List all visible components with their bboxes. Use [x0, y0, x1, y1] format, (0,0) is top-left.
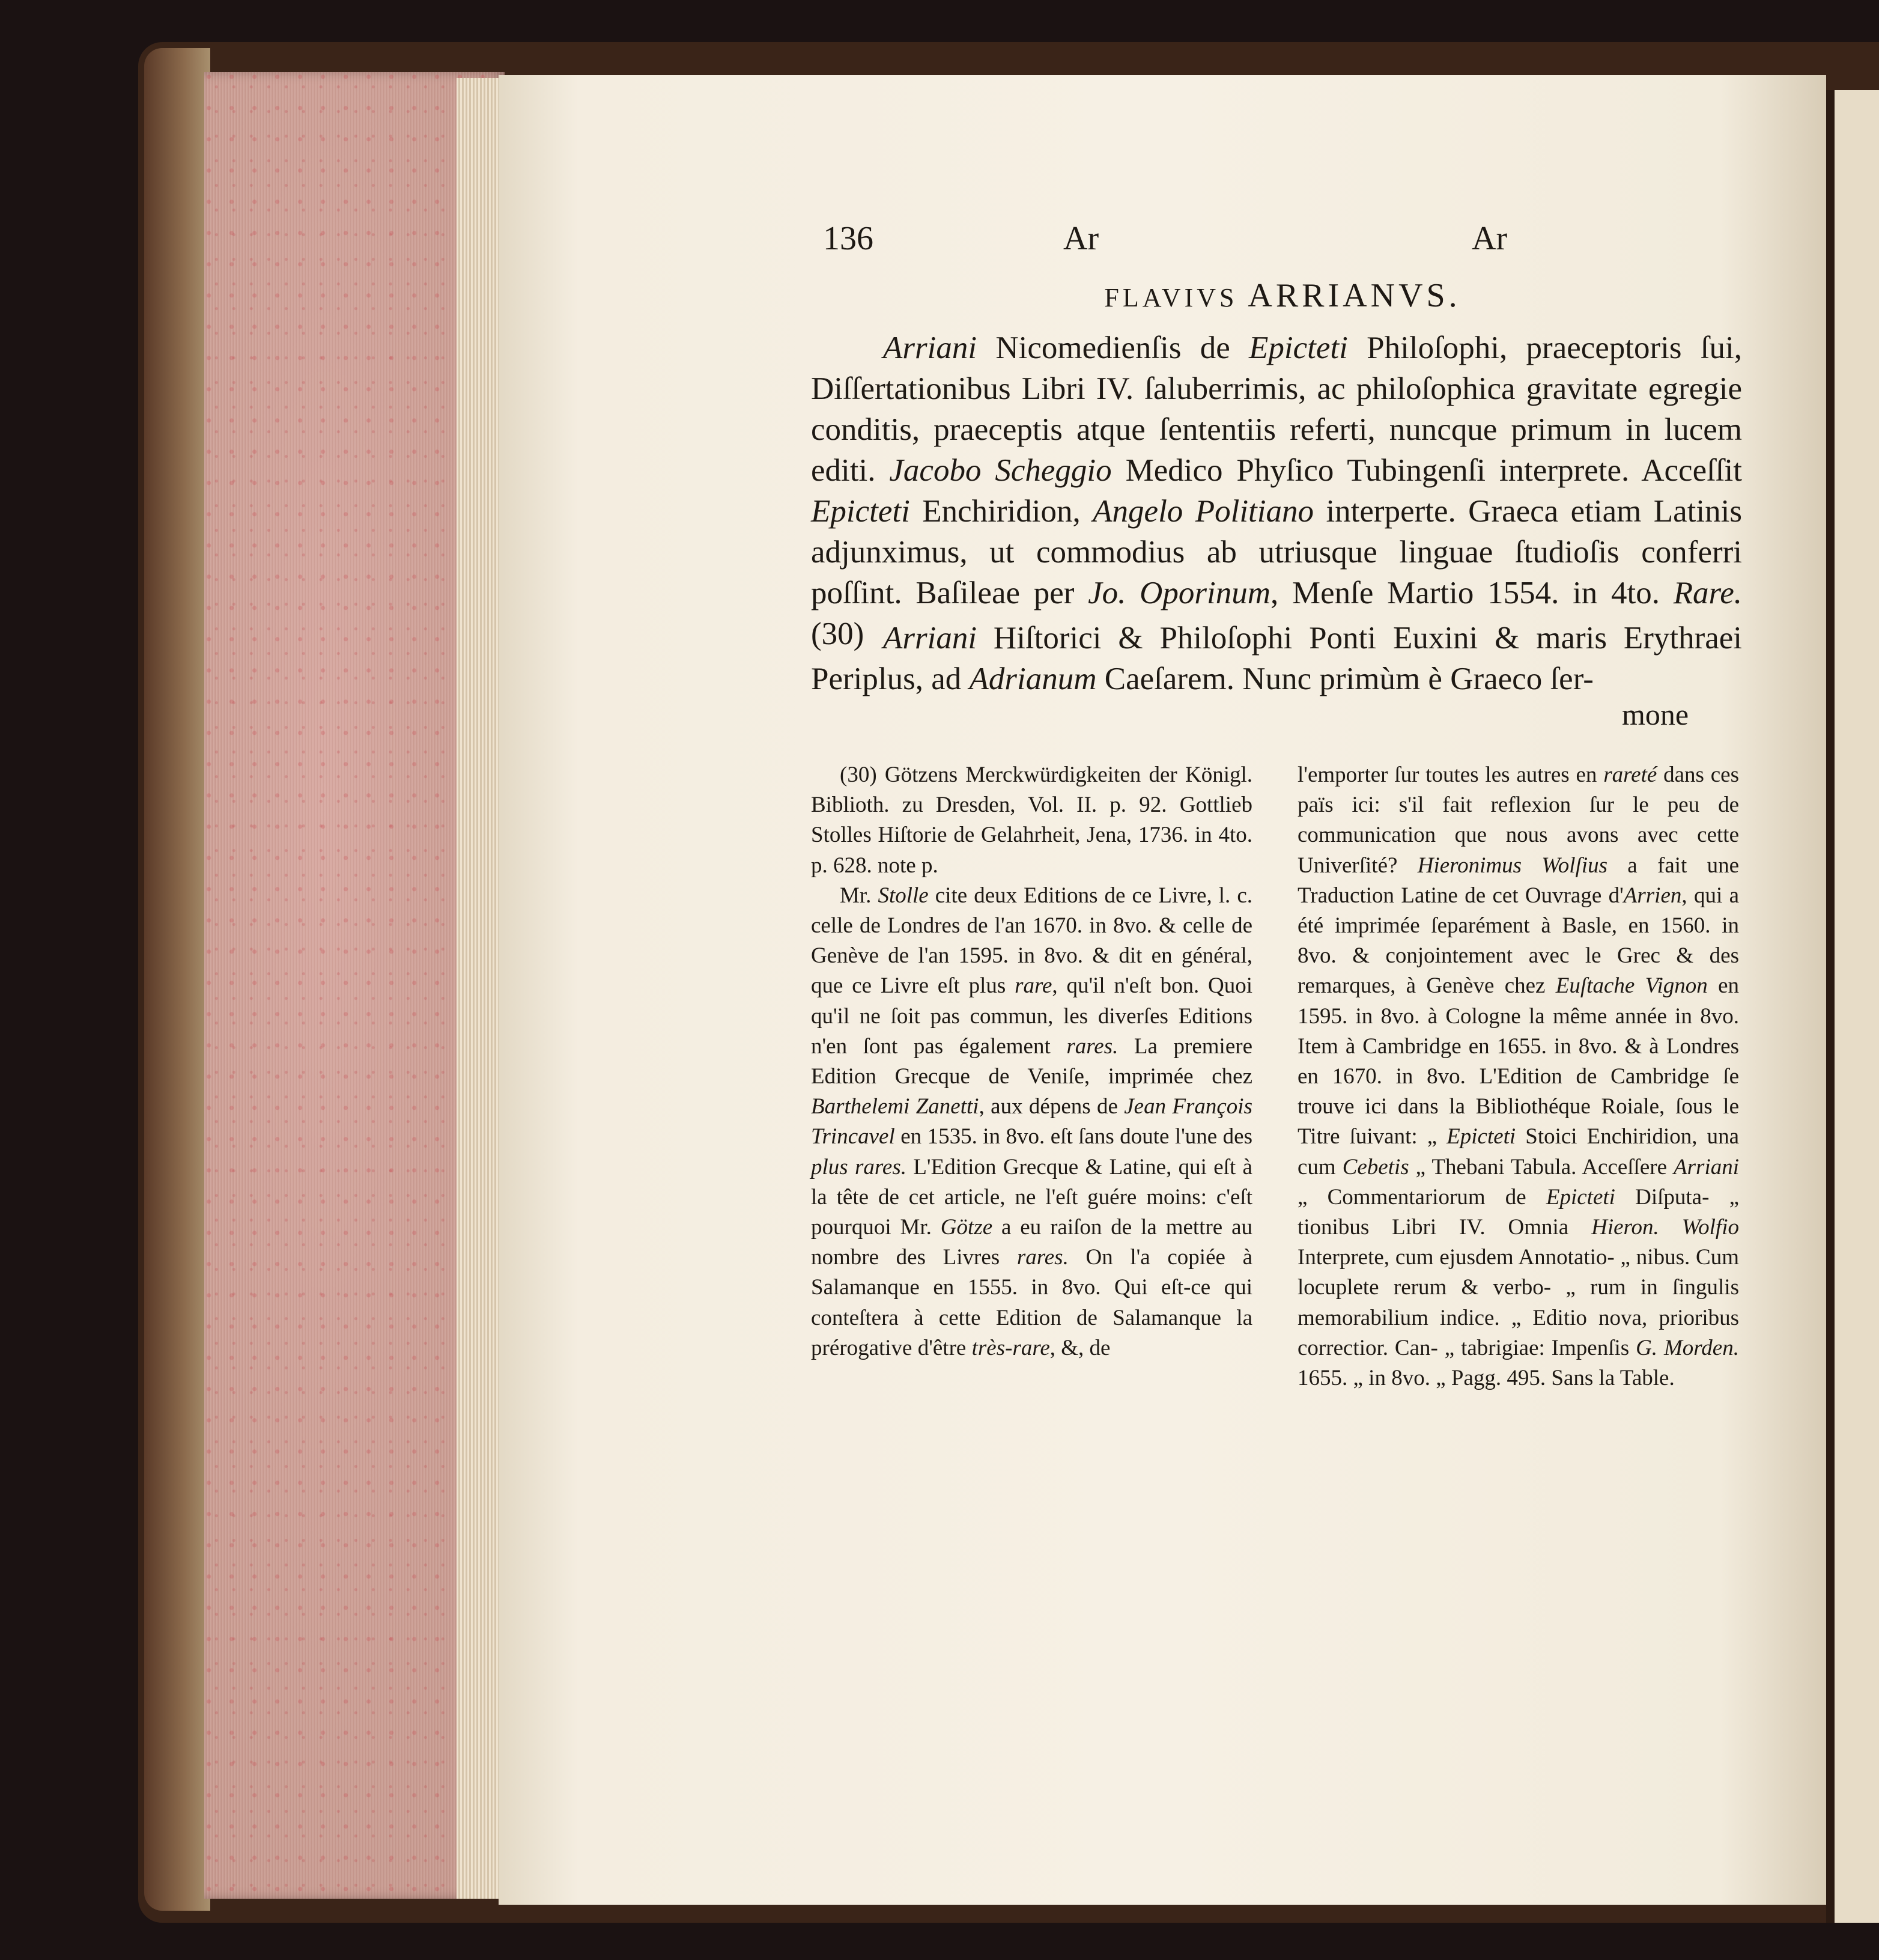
note-italic: rareté	[1603, 762, 1657, 787]
entry-text: , Menſe Martio 1554. in 4to.	[1270, 576, 1674, 610]
entry-italic: Adrianum	[969, 662, 1097, 696]
note-text: „ Thebani Tabula. Acceſſere	[1409, 1154, 1674, 1179]
note-text: , &, de	[1049, 1335, 1111, 1360]
note-italic: Euſtache Vignon	[1555, 973, 1708, 999]
footnote-column-right	[1298, 760, 1739, 1393]
running-head-left: Ar	[1063, 220, 1099, 257]
running-head	[823, 219, 1520, 261]
note-text: „ Commentariorum de	[1298, 1184, 1546, 1210]
catchword: mone	[1622, 698, 1689, 731]
note-text: , qui a été imprimée ſeparément à Basle, en 1560. in 8vo. & conjointement avec le Grec & des remarques, à Genève chez	[1298, 883, 1739, 999]
entry-text: Philoſophi, praeceptoris ſui, Diſſertationibus Libri IV. ſaluberrimis, ac philoſophica gravitate egregie conditis, praeceptis atque ſententiis referti, nuncque primum in lucem editi.	[811, 330, 1743, 488]
note-text: On l'a copiée à Salamanque en 1555. in 8vo. Qui eſt-ce qui conteſtera à cette Edition de Salamanque la prérogative d'être	[811, 1245, 1252, 1360]
note-italic: Stolle	[878, 883, 929, 908]
note-italic: Jean François Trincavel	[811, 1094, 1252, 1149]
entry-text: Enchiridion,	[909, 494, 1093, 529]
note-italic: Cebetis	[1342, 1154, 1409, 1179]
note-text: Interprete, cum ejusdem Annotatio- „ nibus. Cum locuplete rerum & verbo- „ rum in ſingulis memorabilium indice. „ Editio nova, prioribus correctior. Can- „ tabrigiae: Impenſis	[1298, 1245, 1739, 1360]
entry-author: Arriani	[883, 330, 977, 365]
note-text: L'Edition Grecque & Latine, qui eſt à la tête de cet article, ne l'eſt guére moins: c'eſt pourquoi Mr.	[811, 1154, 1252, 1240]
title-surname: ARRIANVS.	[1248, 277, 1461, 314]
entry-italic: Epicteti	[1249, 330, 1348, 365]
note-italic: très-rare	[971, 1335, 1050, 1360]
entry-text: Hiſtorici & Philoſophi Ponti Euxini & maris Erythraei Periplus, ad	[811, 621, 1742, 696]
note-text: Stoici Enchiridion, una cum	[1298, 1124, 1739, 1179]
title-first-name: FLAVIVS	[1104, 283, 1238, 312]
note-text: Mr.	[840, 883, 878, 908]
page-stack-edges	[457, 78, 505, 1899]
section-title	[823, 276, 1742, 315]
entry-text: interperte. Graeca etiam Latinis adjunximus, ut commodius ab utriusque linguae ſtudioſis conferri poſſint. Baſileae per	[811, 494, 1742, 610]
note-italic: Arriani	[1674, 1154, 1740, 1179]
entry-italic: Jacobo Scheggio	[889, 453, 1112, 488]
footnote-paragraph: (30) Götzens Merckwürdigkeiten der Königl. Biblioth. zu Dresden, Vol. II. p. 92. Gottlieb Stolles Hiſtorie de Gelahrheit, Jena, 1736. in 4to. p. 628. note p.	[811, 762, 1252, 878]
note-italic: Barthelemi Zanetti	[811, 1094, 979, 1119]
page-number: 136	[823, 220, 873, 257]
footnote-paragraph	[1298, 760, 1739, 1393]
note-text: , qu'il n'eſt bon. Quoi qu'il ne ſoit pas commun, les diverſes Editions n'en ſont pas également	[811, 973, 1252, 1059]
note-italic: Hieron. Wolfio	[1591, 1215, 1739, 1240]
bibliography-entry-1	[811, 327, 1742, 654]
entry-italic: Rare.	[1673, 576, 1742, 610]
note-italic: Götze	[940, 1215, 993, 1240]
note-text: 1655. „ in 8vo. „ Pagg. 495. Sans la Table.	[1298, 1366, 1675, 1391]
note-text: a fait une Traduction Latine de cet Ouvrage d'	[1298, 853, 1739, 908]
entry-italic: Angelo Politiano	[1093, 494, 1314, 529]
note-italic: Arrien	[1623, 883, 1682, 908]
entry-italic: Jo. Oporinum	[1088, 576, 1271, 610]
footnote-paragraph	[811, 881, 1252, 1363]
note-italic: G. Morden.	[1636, 1335, 1739, 1360]
entry-text: Nicomedienſis de	[977, 330, 1249, 365]
note-italic: Epicteti	[1446, 1124, 1516, 1149]
entry-footnote-ref: (30)	[811, 616, 864, 651]
book-spine-edge	[144, 48, 210, 1911]
note-text: en 1535. in 8vo. eſt ſans doute l'une des	[894, 1124, 1252, 1149]
note-text: l'emporter ſur toutes les autres en	[1298, 762, 1604, 787]
note-text: cite deux Editions de ce Livre, l. c. celle de Londres de l'an 1670. in 8vo. & celle de Genève de l'an 1595. in 8vo. & dit en général, que ce Livre eſt plus	[811, 883, 1252, 999]
note-text: La premiere Edition Grecque de Veniſe, imprimée chez	[811, 1033, 1253, 1089]
note-italic: Hieronimus Wolſius	[1417, 853, 1608, 878]
entry-text: Medico Phyſico Tubingenſi interprete. Acceſſit	[1111, 453, 1742, 488]
facing-page-edge	[1826, 90, 1879, 1923]
note-italic: plus rares.	[811, 1154, 906, 1179]
note-text: en 1595. in 8vo. à Cologne la même année in 8vo. Item à Cambridge en 1655. in 8vo. & à Londres en 1670. in 8vo. L'Edition de Cambridge ſe trouve ici dans la Bibliothéque Roiale, ſous le Titre ſuivant: „	[1298, 973, 1740, 1149]
entry-italic: Epicteti	[811, 494, 910, 529]
note-italic: rare	[1015, 973, 1052, 999]
footnote-column-left	[811, 760, 1252, 1363]
note-text: Diſputa- „ tionibus Libri IV. Omnia	[1298, 1184, 1739, 1240]
note-italic: rares.	[1016, 1245, 1069, 1270]
note-italic: rares.	[1066, 1033, 1119, 1059]
entry-text: Caeſarem. Nunc primùm è Graeco ſer-	[1096, 662, 1594, 696]
entry-author: Arriani	[883, 621, 977, 656]
running-head-right: Ar	[1472, 220, 1508, 257]
note-italic: Epicteti	[1546, 1184, 1615, 1210]
bibliography-entry-2	[811, 618, 1742, 699]
note-text: dans ces païs ici: s'il fait reflexion ſur le peu de communication que nous avons avec cette Univerſité?	[1298, 762, 1739, 878]
note-text: , aux dépens de	[979, 1094, 1125, 1119]
note-text: a eu raiſon de la mettre au nombre des Livres	[811, 1215, 1252, 1270]
